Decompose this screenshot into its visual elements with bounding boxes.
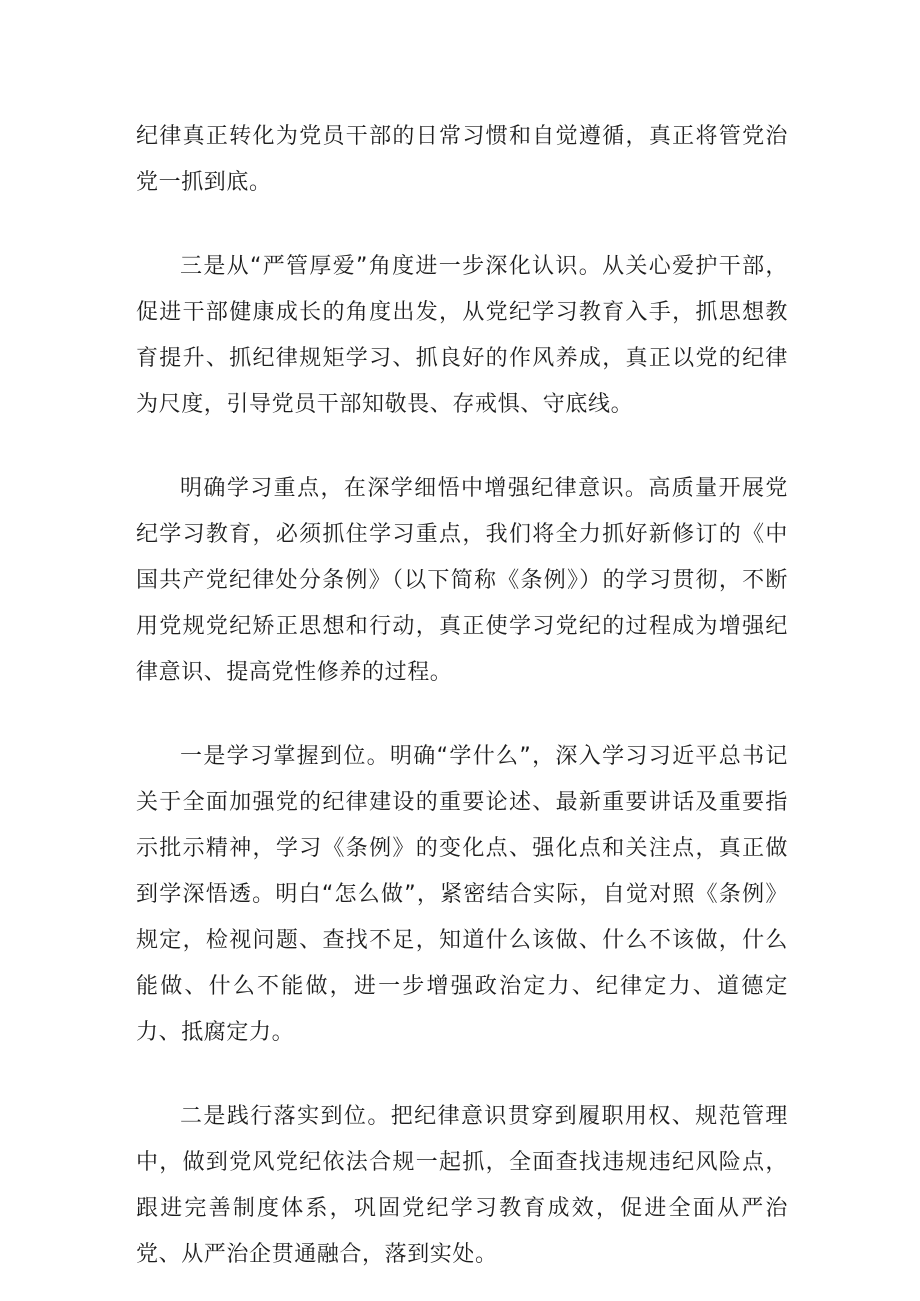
- paragraph-gap: [136, 1056, 788, 1094]
- paragraph-continuation: 纪律真正转化为党员干部的日常习惯和自觉遵循，真正将管党治党一抓到底。: [136, 124, 788, 195]
- paragraph-study-focus: 明确学习重点，在深学细悟中增强纪律意识。高质量开展党纪学习教育，必须抓住学习重点，我们将全力抓好新修订的《中国共产党纪律处分条例》（以下简称《条例》）的学习贯彻，不断用党规党纪矫正思想和行动，真正使学习党纪的过程成为增强纪律意识、提高党性修养的过程。: [136, 476, 788, 685]
- paragraph-gap: [136, 428, 788, 466]
- paragraph-strict-care: 三是从“严管厚爱”角度进一步深化认识。从关心爱护干部，促进干部健康成长的角度出发，从党纪学习教育入手，抓思想教育提升、抓纪律规矩学习、抓良好的作风养成，真正以党的纪律为尺度，引导党员干部知敬畏、存戒惧、守底线。: [136, 254, 788, 417]
- paragraph-study-mastery: 一是学习掌握到位。明确“学什么”，深入学习习近平总书记关于全面加强党的纪律建设的重要论述、最新重要讲话及重要指示批示精神，学习《条例》的变化点、强化点和关注点，真正做到学深悟透。明白“怎么做”，紧密结合实际，自觉对照《条例》规定，检视问题、查找不足，知道什么该做、什么不该做，什么能做、什么不能做，进一步增强政治定力、纪律定力、道德定力、抵腐定力。: [136, 744, 788, 1045]
- paragraph-gap: [136, 696, 788, 734]
- document-body: [136, 114, 788, 1278]
- paragraph-gap: [136, 206, 788, 244]
- paragraph-implementation: 二是践行落实到位。把纪律意识贯穿到履职用权、规范管理中，做到党风党纪依法合规一起抓，全面查找违规违纪风险点，跟进完善制度体系，巩固党纪学习教育成效，促进全面从严治党、从严治企贯通融合，落到实处。: [136, 1104, 788, 1267]
